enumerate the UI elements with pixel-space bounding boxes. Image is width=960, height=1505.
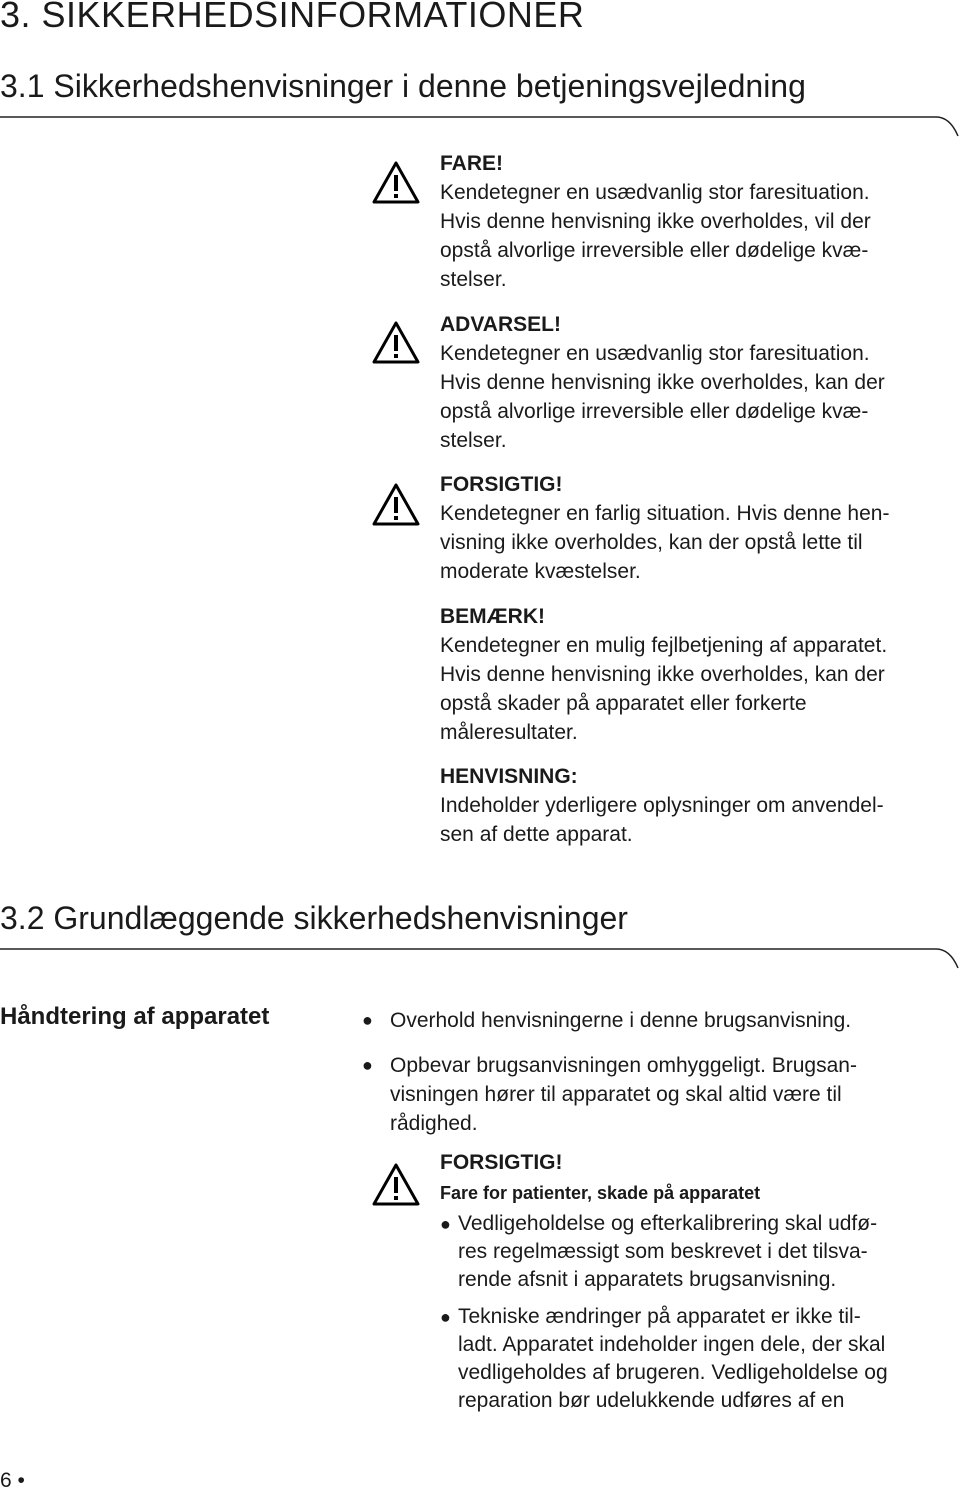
page-number: 6 • (0, 1469, 25, 1492)
notice-warning (440, 310, 960, 455)
warning-triangle-icon (372, 1162, 420, 1206)
notice-title: BEMÆRK! (440, 605, 545, 628)
section-3-1-heading: 3.1 Sikkerhedshenvisninger i denne betjeningsvejledning (0, 68, 806, 104)
notice-title: ADVARSEL! (440, 313, 561, 336)
list-item: Opbevar brugsanvisningen omhyggeligt. Brugsan- visningen hører til apparatet og skal altid være til rådighed. (390, 1054, 857, 1135)
section-rule (0, 948, 960, 972)
bullet-dot: ● (440, 1307, 451, 1327)
warning-triangle-icon (372, 160, 420, 204)
list-item: Vedligeholdelse og efterkalibrering skal udfø- res regelmæssigt som beskrevet i det tilsva- rende afsnit i apparatets brugsanvisning. (458, 1212, 878, 1291)
notice-danger (440, 149, 960, 294)
bullet-dot: ● (440, 1214, 451, 1234)
notice-text: Kendetegner en farlig situation. Hvis denne hen- visning ikke overholdes, kan der opstå lette til moderate kvæstelser. (440, 502, 890, 583)
side-label: Håndtering af apparatet (0, 1003, 270, 1030)
notice-text: Kendetegner en mulig fejlbetjening af apparatet. Hvis denne henvisning ikke overholdes, kan der opstå skader på apparatet eller forkerte måleresultater. (440, 634, 888, 744)
warning-triangle-icon (372, 482, 420, 526)
notice-title: HENVISNING: (440, 765, 578, 788)
warning-triangle-icon (372, 320, 420, 364)
notice-text: Kendetegner en usædvanlig stor faresituation. Hvis denne henvisning ikke overholdes, vil der opstå alvorlige irreversible eller dødelige kvæ- stelser. (440, 181, 871, 291)
caution-subtitle: Fare for patienter, skade på apparatet (440, 1183, 761, 1203)
notice-note (440, 602, 960, 747)
section-rule (0, 116, 960, 140)
notice-text: Indeholder yderligere oplysninger om anvendel- sen af dette apparat. (440, 794, 884, 846)
list-item: Overhold henvisningerne i denne brugsanvisning. (390, 1009, 852, 1032)
list-item: Tekniske ændringer på apparatet er ikke til- ladt. Apparatet indeholder ingen dele, der skal vedligeholdes af brugeren. Vedligeholdelse og reparation bør udelukkende udføres af en (458, 1305, 888, 1412)
notice-title: FORSIGTIG! (440, 473, 563, 496)
notice-info (440, 762, 960, 849)
bullet-dot: ● (362, 1055, 373, 1075)
notice-caution (440, 470, 960, 586)
caution-title: FORSIGTIG! (440, 1151, 563, 1174)
section-3-2-heading: 3.2 Grundlæggende sikkerhedshenvisninger (0, 900, 628, 936)
bullet-dot: ● (362, 1010, 373, 1030)
notice-text: Kendetegner en usædvanlig stor faresituation. Hvis denne henvisning ikke overholdes, kan der opstå alvorlige irreversible eller dødelige kvæ- stelser. (440, 342, 885, 452)
chapter-title: 3. SIKKERHEDSINFORMATIONER (0, 0, 585, 35)
notice-title: FARE! (440, 152, 503, 175)
